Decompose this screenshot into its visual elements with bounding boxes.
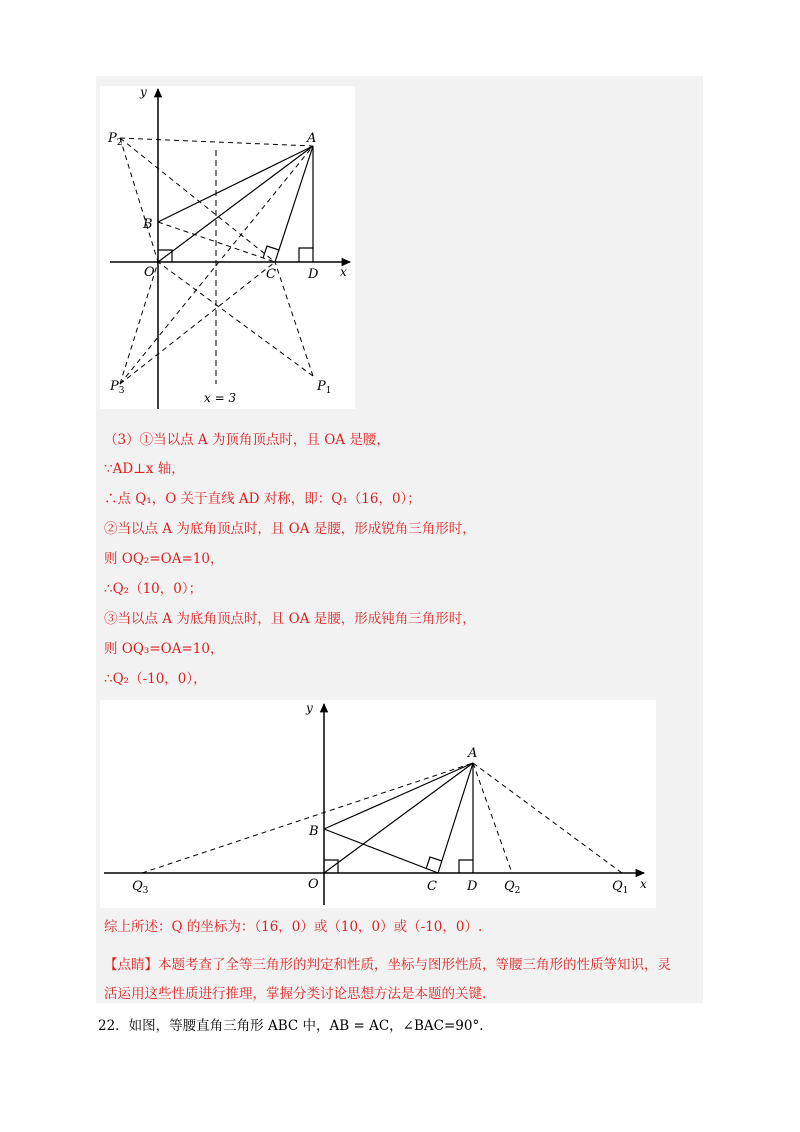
solution-line-2: ∵AD⊥x 轴， xyxy=(104,461,185,477)
comment-line-2: 活运用这些性质进行推理，掌握分类讨论思想方法是本题的关键. xyxy=(104,986,487,1002)
point-Q1-label: $Q_1$ xyxy=(612,879,629,896)
right-angle-D xyxy=(299,248,313,262)
point-O-label: O xyxy=(308,877,319,892)
axis-y-label: y xyxy=(306,701,313,715)
solution-line-9: ∴Q₂（-10，0）， xyxy=(104,671,207,687)
right-angle-D xyxy=(459,860,473,873)
solution-line-3: ∴点 Q₁，O 关于直线 AD 对称，即：Q₁（16，0）； xyxy=(104,491,421,507)
summary-line: 综上所述：Q 的坐标为：（16，0）或（10，0）或（-10，0）. xyxy=(104,919,483,935)
segment-OA xyxy=(324,763,473,873)
point-B-label: B xyxy=(143,217,153,232)
point-P2-label: $P_2$ xyxy=(108,131,123,148)
point-O-label: O xyxy=(144,265,155,280)
segment-OA xyxy=(158,146,313,262)
point-P3-label: $P_3$ xyxy=(110,379,125,396)
figure-1-symmetry-diagram xyxy=(100,86,355,409)
point-P1-label: $P_1$ xyxy=(317,379,332,396)
segment-CA xyxy=(275,146,313,262)
point-C-label: C xyxy=(266,267,276,282)
symmetry-line-label: x = 3 xyxy=(204,391,237,405)
solution-line-8: 则 OQ₃=OA=10， xyxy=(104,641,224,657)
axis-y-label: y xyxy=(140,86,147,99)
point-D-label: D xyxy=(308,267,319,282)
point-B-label: B xyxy=(309,824,319,839)
point-Q2-label: $Q_2$ xyxy=(504,879,521,896)
segment-BA xyxy=(158,146,313,222)
figure-2-isosceles-diagram xyxy=(100,700,656,908)
axis-x-label: x xyxy=(340,265,347,279)
point-A-label: A xyxy=(468,746,478,761)
solution-line-5: 则 OQ₂=OA=10， xyxy=(104,551,224,567)
problem-22-statement: 22．如图，等腰直角三角形 ABC 中，AB = AC，∠BAC=90°. xyxy=(98,1018,484,1034)
dashed-construction-lines xyxy=(142,763,622,873)
point-A-label: A xyxy=(307,131,317,146)
point-D-label: D xyxy=(467,879,478,894)
point-Q3-label: $Q_3$ xyxy=(132,879,149,896)
solution-line-4: ②当以点 A 为底角顶点时，且 OA 是腰，形成锐角三角形时， xyxy=(104,521,476,537)
segment-BA xyxy=(324,763,473,829)
segment-CA xyxy=(438,763,473,873)
point-C-label: C xyxy=(427,879,437,894)
axis-x-label: x xyxy=(640,877,647,891)
solution-line-1: （3）①当以点 A 为顶角顶点时，且 OA 是腰， xyxy=(104,432,390,448)
solution-line-7: ③当以点 A 为底角顶点时，且 OA 是腰，形成钝角三角形时， xyxy=(104,611,476,627)
solution-line-6: ∴Q₂（10，0）； xyxy=(104,581,203,597)
segment-BC xyxy=(324,829,438,873)
comment-line-1: 【点睛】本题考查了全等三角形的判定和性质，坐标与图形性质，等腰三角形的性质等知识，灵 xyxy=(104,957,671,973)
